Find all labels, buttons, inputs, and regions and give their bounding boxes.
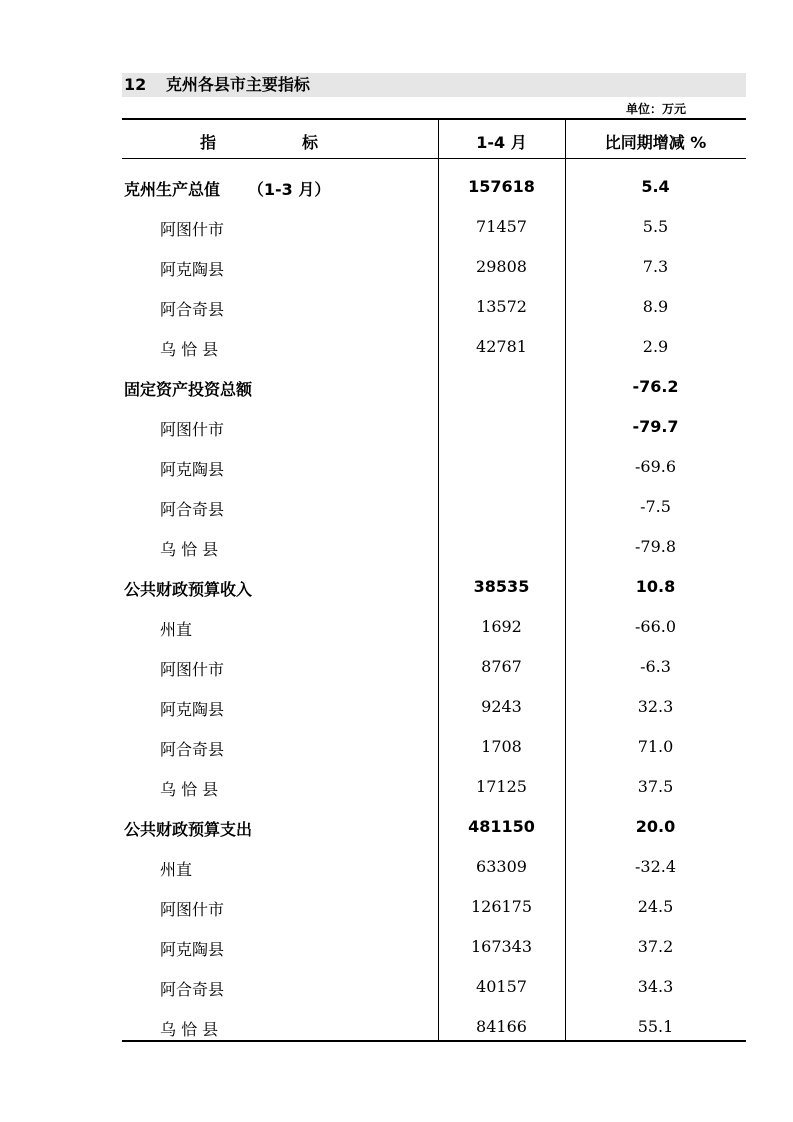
- row-value: 481150: [468, 817, 535, 836]
- row-change: 7.3: [642, 257, 669, 276]
- row-name: 阿合奇县: [160, 740, 225, 759]
- row-name: 阿克陶县: [160, 700, 225, 719]
- table-row: [122, 606, 746, 646]
- row-value: 1708: [481, 737, 522, 756]
- table-header: [122, 120, 746, 158]
- table-row: [122, 806, 746, 846]
- row-value: 63309: [476, 857, 527, 876]
- row-name: 乌 恰 县: [160, 1020, 219, 1039]
- row-value: 42781: [476, 337, 527, 356]
- row-value: 84166: [476, 1017, 527, 1036]
- row-name: 阿图什市: [160, 420, 225, 439]
- row-name: 乌 恰 县: [160, 340, 219, 359]
- table-row: [122, 966, 746, 1006]
- row-name: 克州生产总值 （1-3 月）: [124, 180, 331, 199]
- row-change: 5.5: [642, 217, 669, 236]
- section-title-text: 克州各县市主要指标: [165, 75, 310, 94]
- row-change: 55.1: [637, 1017, 674, 1036]
- row-name: 阿图什市: [160, 900, 225, 919]
- header-change: 比同期增减 %: [604, 133, 707, 152]
- row-change: -79.8: [634, 537, 677, 556]
- table-row: [122, 446, 746, 486]
- table-header-rule: [122, 158, 746, 159]
- row-value: 126175: [470, 897, 533, 916]
- table-row: [122, 646, 746, 686]
- row-change: 8.9: [642, 297, 669, 316]
- table-row: [122, 486, 746, 526]
- row-change: 24.5: [637, 897, 674, 916]
- row-change: 2.9: [642, 337, 669, 356]
- row-change: 34.3: [637, 977, 674, 996]
- row-value: 157618: [468, 177, 535, 196]
- row-name: 阿图什市: [160, 660, 225, 679]
- row-change: -79.7: [632, 417, 679, 436]
- row-change: -6.3: [640, 657, 671, 676]
- table-row: [122, 206, 746, 246]
- row-change: 10.8: [635, 577, 676, 596]
- row-name: 州直: [160, 860, 193, 879]
- row-value: 13572: [476, 297, 527, 316]
- table-body: [122, 166, 746, 1046]
- row-name: 阿合奇县: [160, 980, 225, 999]
- row-value: 40157: [476, 977, 527, 996]
- row-change: -32.4: [634, 857, 677, 876]
- table-row: [122, 246, 746, 286]
- row-value: 38535: [473, 577, 530, 596]
- row-name: 阿合奇县: [160, 500, 225, 519]
- table-row: [122, 286, 746, 326]
- row-name: 阿克陶县: [160, 260, 225, 279]
- row-change: 32.3: [637, 697, 674, 716]
- table-row: [122, 526, 746, 566]
- row-value: 9243: [481, 697, 522, 716]
- header-indicator-2: 标: [302, 133, 319, 152]
- row-name: 州直: [160, 620, 193, 639]
- table-row: [122, 846, 746, 886]
- table-row: [122, 406, 746, 446]
- row-change: -7.5: [640, 497, 671, 516]
- row-change: -76.2: [632, 377, 679, 396]
- row-value: 29808: [476, 257, 527, 276]
- table-row: [122, 886, 746, 926]
- table-row: [122, 726, 746, 766]
- section-title: [122, 73, 746, 97]
- header-indicator-1: 指: [200, 133, 217, 152]
- table-row: [122, 686, 746, 726]
- row-name: 阿克陶县: [160, 940, 225, 959]
- row-change: 71.0: [637, 737, 674, 756]
- row-name: 固定资产投资总额: [124, 380, 253, 399]
- table-row: [122, 566, 746, 606]
- section-number: 12: [124, 75, 147, 94]
- row-name: 阿合奇县: [160, 300, 225, 319]
- row-change: -66.0: [634, 617, 677, 636]
- row-value: 8767: [481, 657, 522, 676]
- table-row: [122, 166, 746, 206]
- row-change: 20.0: [635, 817, 676, 836]
- table-bottom-rule: [122, 1040, 746, 1042]
- row-name: 阿图什市: [160, 220, 225, 239]
- header-period: 1-4 月: [476, 133, 527, 152]
- row-change: 37.5: [637, 777, 674, 796]
- row-name: 公共财政预算支出: [124, 820, 253, 839]
- row-value: 17125: [476, 777, 527, 796]
- row-change: -69.6: [634, 457, 677, 476]
- table-row: [122, 766, 746, 806]
- table-row: [122, 326, 746, 366]
- row-value: 167343: [470, 937, 533, 956]
- table-row: [122, 366, 746, 406]
- row-change: 5.4: [641, 177, 670, 196]
- unit-label: 单位：万元: [625, 102, 686, 116]
- row-name: 阿克陶县: [160, 460, 225, 479]
- row-name: 乌 恰 县: [160, 540, 219, 559]
- table-row: [122, 926, 746, 966]
- row-name: 乌 恰 县: [160, 780, 219, 799]
- row-value: 1692: [481, 617, 522, 636]
- row-change: 37.2: [637, 937, 674, 956]
- row-name: 公共财政预算收入: [124, 580, 253, 599]
- row-value: 71457: [476, 217, 527, 236]
